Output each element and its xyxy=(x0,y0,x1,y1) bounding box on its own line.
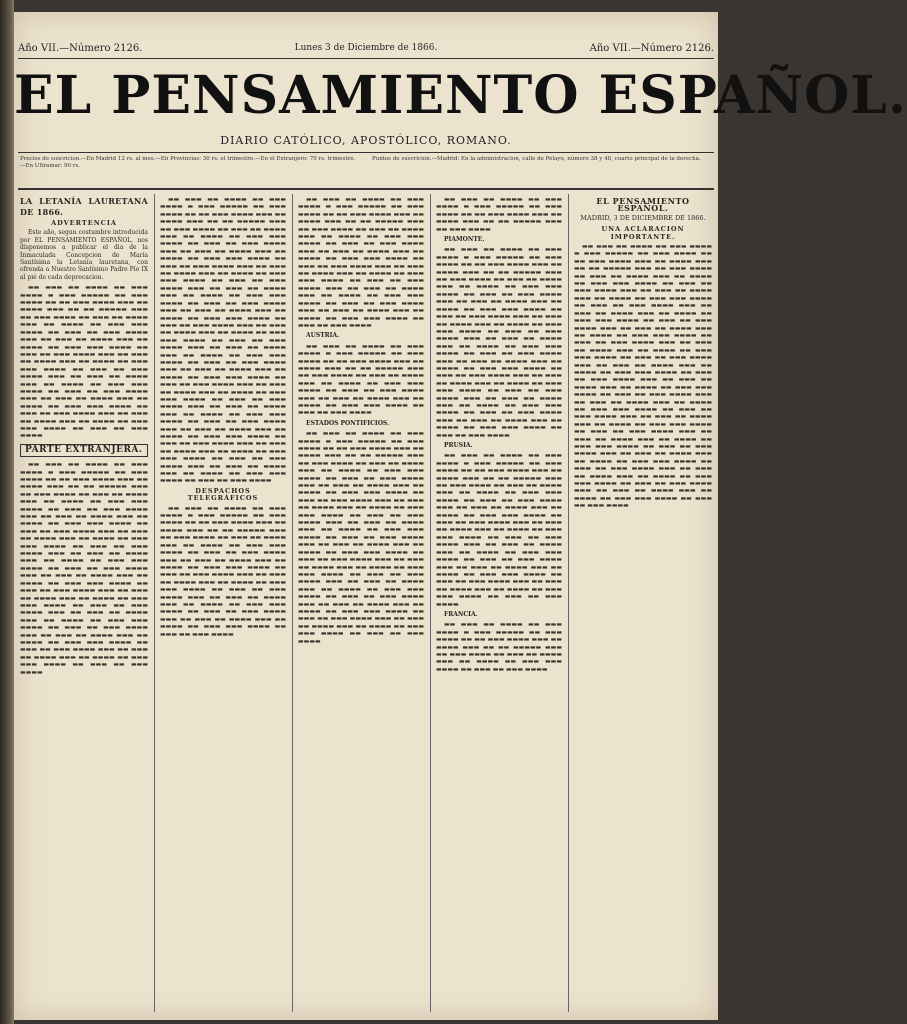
column-divider xyxy=(292,194,293,1012)
filler-text: ▬▬ ▬▬▬ ▬▬ ▬▬▬▬ ▬▬ ▬▬▬ ▬▬▬▬ ▬ ▬▬▬ ▬▬▬▬▬ ▬▬ ▬▬▬ ▬▬▬▬ ▬▬ ▬▬ ▬▬▬ ▬▬▬▬ ▬▬▬ ▬▬ ▬▬▬▬ ▬▬▬ ▬▬ ▬▬ ▬▬▬▬▬ ▬▬▬ ▬▬ ▬▬▬ ▬▬▬▬ ▬▬ ▬▬▬ ▬▬ ▬▬▬▬ ▬▬▬ ▬▬ ▬▬▬▬ ▬▬ ▬▬▬ ▬▬▬ ▬▬▬▬ ▬▬ ▬▬▬ ▬▬ ▬▬▬ ▬▬▬▬ ▬▬▬ ▬▬ ▬▬▬ ▬▬ ▬▬▬▬ ▬▬▬ ▬▬ ▬▬▬▬ ▬▬ ▬▬▬ ▬▬▬ ▬▬▬▬ ▬▬ ▬▬▬ ▬▬ ▬▬▬ ▬▬▬▬ ▬▬▬ ▬▬ ▬▬▬ ▬▬ ▬▬▬▬ ▬▬▬ ▬▬ ▬▬▬▬ ▬▬ ▬▬▬ ▬▬▬ ▬▬▬▬ ▬▬ ▬▬▬ ▬▬ ▬▬▬ ▬▬▬▬ ▬▬▬ ▬▬ ▬▬▬ ▬▬ ▬▬▬▬ ▬▬▬ ▬▬ ▬▬▬▬ ▬▬ ▬▬▬ ▬▬▬ ▬▬▬▬ ▬▬ ▬▬▬ ▬▬ ▬▬▬ ▬▬▬▬ ▬▬▬ ▬▬ ▬▬▬ ▬▬ ▬▬▬▬ ▬▬▬ ▬▬ ▬▬▬▬ ▬▬ ▬▬▬ ▬▬▬ ▬▬▬▬ ▬▬ ▬▬▬ ▬▬ ▬▬▬ ▬▬▬▬ ▬▬▬ ▬▬ ▬▬▬ ▬▬ ▬▬▬▬ ▬▬▬ ▬▬ ▬▬▬▬ ▬▬ ▬▬▬ ▬▬▬ ▬▬▬▬ ▬▬ ▬▬▬ ▬▬ ▬▬▬ ▬▬▬▬ ▬▬▬ ▬▬ ▬▬▬ ▬▬ ▬▬▬▬ ▬▬▬ ▬▬ ▬▬▬▬ ▬▬ ▬▬▬ ▬▬▬ ▬▬▬▬ ▬▬ ▬▬▬ ▬▬ ▬▬▬ ▬▬▬▬ ▬▬▬ ▬▬ ▬▬▬ ▬▬ ▬▬▬▬ ▬▬▬ ▬▬ ▬▬▬▬ ▬▬ ▬▬▬ ▬▬▬ ▬▬▬▬ ▬▬ ▬▬▬ ▬▬ ▬▬▬ ▬▬▬▬ ▬▬▬ ▬▬ ▬▬▬ ▬▬ ▬▬▬▬ ▬▬▬ ▬▬ ▬▬▬▬ ▬▬ ▬▬▬ ▬▬▬ ▬▬▬▬ ▬▬ ▬▬▬ ▬▬ ▬▬▬ ▬▬▬▬ ▬▬▬ ▬▬ ▬▬▬ ▬▬ ▬▬▬▬ ▬▬▬ ▬▬ ▬▬▬▬ ▬▬ ▬▬▬ ▬▬▬ ▬▬▬▬ ▬▬ ▬▬▬ ▬▬ ▬▬▬ ▬▬▬▬ ▬▬▬ ▬▬ ▬▬▬ ▬▬ ▬▬▬▬ ▬▬▬ ▬▬ ▬▬▬▬ ▬▬ ▬▬▬ ▬▬▬ ▬▬▬▬ ▬▬ ▬▬▬ ▬▬ ▬▬▬ ▬▬▬▬ ▬▬▬ ▬▬ ▬▬▬ ▬▬ ▬▬▬▬ ▬▬▬ ▬▬ ▬▬▬▬ ▬▬ ▬▬▬ ▬▬▬ ▬▬▬▬ ▬▬ ▬▬▬ ▬▬ ▬▬▬ ▬▬▬▬ ▬▬▬ ▬▬ ▬▬▬ ▬▬ ▬▬▬▬ ▬▬▬ ▬▬ ▬▬▬▬ ▬▬ ▬▬▬ ▬▬▬ ▬▬▬▬ ▬▬ ▬▬▬ ▬▬ ▬▬▬ ▬▬▬▬ xyxy=(574,243,712,510)
column-divider xyxy=(154,194,155,1012)
editorial-subhead: UNA ACLARACION IMPORTANTE. xyxy=(601,225,685,241)
editorial-heading: EL PENSAMIENTO ESPAÑOL. xyxy=(596,196,690,214)
section-francia: FRANCIA. xyxy=(444,610,478,618)
column-divider xyxy=(430,194,431,1012)
newspaper-title: EL PENSAMIENTO ESPAÑOL. xyxy=(14,65,907,126)
section-piamonte: PIAMONTE. xyxy=(444,236,485,244)
filler-text: ▬▬ ▬▬▬ ▬▬ ▬▬▬▬ ▬▬ ▬▬▬ ▬▬▬▬ ▬ ▬▬▬ ▬▬▬▬▬ ▬▬ ▬▬▬ ▬▬▬▬ ▬▬ ▬▬ ▬▬▬ ▬▬▬▬ ▬▬▬ ▬▬ ▬▬▬▬ ▬▬▬ ▬▬ ▬▬ ▬▬▬▬▬ ▬▬▬ ▬▬ ▬▬▬ ▬▬▬▬ ▬▬ ▬▬▬ ▬▬ ▬▬▬▬ ▬▬▬ ▬▬ ▬▬▬▬ ▬▬ ▬▬▬ ▬▬▬ ▬▬▬▬ ▬▬ ▬▬▬ ▬▬ ▬▬▬ ▬▬▬▬ ▬▬▬ ▬▬ ▬▬▬ ▬▬ ▬▬▬▬ ▬▬▬ ▬▬ ▬▬▬▬ ▬▬ ▬▬▬ ▬▬▬ ▬▬▬▬ ▬▬ ▬▬▬ ▬▬ ▬▬▬ ▬▬▬▬ ▬▬▬ ▬▬ ▬▬▬ ▬▬ ▬▬▬▬ ▬▬▬ ▬▬ ▬▬▬▬ ▬▬ ▬▬▬ ▬▬▬ ▬▬▬▬ ▬▬ ▬▬▬ ▬▬ ▬▬▬ ▬▬▬▬ ▬▬▬ ▬▬ ▬▬▬ ▬▬ ▬▬▬▬ ▬▬▬ ▬▬ ▬▬▬▬ ▬▬ ▬▬▬ ▬▬▬ ▬▬▬▬ ▬▬ ▬▬▬ ▬▬ ▬▬▬ ▬▬▬▬ ▬▬▬ ▬▬ ▬▬▬ ▬▬ ▬▬▬▬ ▬▬▬ ▬▬ ▬▬▬▬ ▬▬ ▬▬▬ ▬▬▬ ▬▬▬▬ ▬▬ ▬▬▬ ▬▬ ▬▬▬ ▬▬▬▬ xyxy=(298,196,424,329)
filler-text: ▬▬ ▬▬▬ ▬▬ ▬▬▬▬ ▬▬ ▬▬▬ ▬▬▬▬ ▬ ▬▬▬ ▬▬▬▬▬ ▬▬ ▬▬▬ ▬▬▬▬ ▬▬ ▬▬ ▬▬▬ ▬▬▬▬ ▬▬▬ ▬▬ ▬▬▬▬ ▬▬▬ ▬▬ ▬▬ ▬▬▬▬▬ ▬▬▬ ▬▬ ▬▬▬ ▬▬▬▬ ▬▬ ▬▬▬ ▬▬ ▬▬▬▬ ▬▬▬ ▬▬ ▬▬▬▬ ▬▬ ▬▬▬ ▬▬▬ ▬▬▬▬ ▬▬ ▬▬▬ ▬▬ ▬▬▬ ▬▬▬▬ ▬▬▬ ▬▬ ▬▬▬ ▬▬ ▬▬▬▬ ▬▬▬ ▬▬ ▬▬▬▬ ▬▬ ▬▬▬ ▬▬▬ ▬▬▬▬ ▬▬ ▬▬▬ ▬▬ ▬▬▬ ▬▬▬▬ ▬▬▬ ▬▬ ▬▬▬ ▬▬ ▬▬▬▬ ▬▬▬ ▬▬ ▬▬▬▬ ▬▬ ▬▬▬ ▬▬▬ ▬▬▬▬ ▬▬ ▬▬▬ ▬▬ ▬▬▬ ▬▬▬▬ ▬▬▬ ▬▬ ▬▬▬ ▬▬ ▬▬▬▬ ▬▬▬ ▬▬ ▬▬▬▬ ▬▬ ▬▬▬ ▬▬▬ ▬▬▬▬ ▬▬ ▬▬▬ ▬▬ ▬▬▬ ▬▬▬▬ ▬▬▬ ▬▬ ▬▬▬ ▬▬ ▬▬▬▬ ▬▬▬ ▬▬ ▬▬▬▬ ▬▬ ▬▬▬ ▬▬▬ ▬▬▬▬ ▬▬ ▬▬▬ ▬▬ ▬▬▬ ▬▬▬▬ xyxy=(160,504,286,638)
column-4 xyxy=(436,196,562,1012)
filler-text: ▬▬ ▬▬▬ ▬▬ ▬▬▬▬ ▬▬ ▬▬▬ ▬▬▬▬ ▬ ▬▬▬ ▬▬▬▬▬ ▬▬ ▬▬▬ ▬▬▬▬ ▬▬ ▬▬ ▬▬▬ ▬▬▬▬ ▬▬▬ ▬▬ ▬▬▬▬ ▬▬▬ ▬▬ ▬▬ ▬▬▬▬▬ ▬▬▬ ▬▬ ▬▬▬ ▬▬▬▬ ▬▬ ▬▬▬ ▬▬ ▬▬▬▬ ▬▬▬ ▬▬ ▬▬▬▬ ▬▬ ▬▬▬ ▬▬▬ ▬▬▬▬ ▬▬ ▬▬▬ ▬▬ ▬▬▬ ▬▬▬▬ ▬▬▬ ▬▬ ▬▬▬ ▬▬ ▬▬▬▬ ▬▬▬ ▬▬ ▬▬▬▬ ▬▬ ▬▬▬ ▬▬▬ ▬▬▬▬ ▬▬ ▬▬▬ ▬▬ ▬▬▬ ▬▬▬▬ xyxy=(298,342,424,417)
advertencia-label: ADVERTENCIA xyxy=(51,219,117,227)
newspaper-page xyxy=(14,12,907,1020)
masthead-top-line xyxy=(18,40,714,56)
book-spine xyxy=(0,0,14,1024)
editorial-date: MADRID, 3 DE DICIEMBRE DE 1866. xyxy=(580,213,706,222)
section-estados-pontificios: ESTADOS PONTIFICIOS. xyxy=(306,419,390,427)
column-3 xyxy=(298,196,424,1012)
filler-text: ▬▬ ▬▬▬ ▬▬ ▬▬▬▬ ▬▬ ▬▬▬ ▬▬▬▬ ▬ ▬▬▬ ▬▬▬▬▬ ▬▬ ▬▬▬ ▬▬▬▬ ▬▬ ▬▬ ▬▬▬ ▬▬▬▬ ▬▬▬ ▬▬ ▬▬▬▬ ▬▬▬ ▬▬ ▬▬ ▬▬▬▬▬ ▬▬▬ ▬▬ ▬▬▬ ▬▬▬▬ xyxy=(436,196,562,233)
filler-text: ▬▬ ▬▬▬ ▬▬ ▬▬▬▬ ▬▬ ▬▬▬ ▬▬▬▬ ▬ ▬▬▬ ▬▬▬▬▬ ▬▬ ▬▬▬ ▬▬▬▬ ▬▬ ▬▬ ▬▬▬ ▬▬▬▬ ▬▬▬ ▬▬ ▬▬▬▬ ▬▬▬ ▬▬ ▬▬ ▬▬▬▬▬ ▬▬▬ ▬▬ ▬▬▬ ▬▬▬▬ ▬▬ ▬▬▬ ▬▬ ▬▬▬▬ ▬▬▬ ▬▬ ▬▬▬▬ ▬▬ ▬▬▬ ▬▬▬ ▬▬▬▬ ▬▬ ▬▬▬ ▬▬ ▬▬▬ ▬▬▬▬ ▬▬▬ ▬▬ ▬▬▬ ▬▬ ▬▬▬▬ ▬▬▬ ▬▬ ▬▬▬▬ ▬▬ ▬▬▬ ▬▬▬ ▬▬▬▬ ▬▬ ▬▬▬ ▬▬ ▬▬▬ ▬▬▬▬ ▬▬▬ ▬▬ ▬▬▬ ▬▬ ▬▬▬▬ ▬▬▬ ▬▬ ▬▬▬▬ ▬▬ ▬▬▬ ▬▬▬ ▬▬▬▬ ▬▬ ▬▬▬ ▬▬ ▬▬▬ ▬▬▬▬ ▬▬▬ ▬▬ ▬▬▬ ▬▬ ▬▬▬▬ ▬▬▬ ▬▬ ▬▬▬▬ ▬▬ ▬▬▬ ▬▬▬ ▬▬▬▬ ▬▬ ▬▬▬ ▬▬ ▬▬▬ ▬▬▬▬ ▬▬▬ ▬▬ ▬▬▬ ▬▬ ▬▬▬▬ ▬▬▬ ▬▬ ▬▬▬▬ ▬▬ ▬▬▬ ▬▬▬ ▬▬▬▬ ▬▬ ▬▬▬ ▬▬ ▬▬▬ ▬▬▬▬ ▬▬▬ ▬▬ ▬▬▬ ▬▬ ▬▬▬▬ ▬▬▬ ▬▬ ▬▬▬▬ ▬▬ ▬▬▬ ▬▬▬ ▬▬▬▬ ▬▬ ▬▬▬ ▬▬ ▬▬▬ ▬▬▬▬ ▬▬▬ ▬▬ ▬▬▬ ▬▬ ▬▬▬▬ ▬▬▬ ▬▬ ▬▬▬▬ ▬▬ ▬▬▬ ▬▬▬ ▬▬▬▬ ▬▬ ▬▬▬ ▬▬ ▬▬▬ ▬▬▬▬ ▬▬▬ ▬▬ ▬▬▬ ▬▬ ▬▬▬▬ ▬▬▬ ▬▬ ▬▬▬▬ ▬▬ ▬▬▬ ▬▬▬ ▬▬▬▬ ▬▬ ▬▬▬ ▬▬ ▬▬▬ ▬▬▬▬ ▬▬▬ ▬▬ ▬▬▬ ▬▬ ▬▬▬▬ ▬▬▬ ▬▬ ▬▬▬▬ ▬▬ ▬▬▬ ▬▬▬ ▬▬▬▬ ▬▬ ▬▬▬ ▬▬ ▬▬▬ ▬▬▬▬ ▬▬▬ ▬▬ ▬▬▬ ▬▬ ▬▬▬▬ ▬▬▬ ▬▬ ▬▬▬▬ ▬▬ ▬▬▬ ▬▬▬ ▬▬▬▬ ▬▬ ▬▬▬ ▬▬ ▬▬▬ ▬▬▬▬ ▬▬▬ ▬▬ ▬▬▬ ▬▬ ▬▬▬▬ ▬▬▬ ▬▬ ▬▬▬▬ ▬▬ ▬▬▬ ▬▬▬ ▬▬▬▬ ▬▬ ▬▬▬ ▬▬ ▬▬▬ ▬▬▬▬ ▬▬▬ ▬▬ ▬▬▬ ▬▬ ▬▬▬▬ ▬▬▬ ▬▬ ▬▬▬▬ ▬▬ ▬▬▬ ▬▬▬ ▬▬▬▬ ▬▬ ▬▬▬ ▬▬ ▬▬▬ ▬▬▬▬ ▬▬▬ ▬▬ ▬▬▬ ▬▬ ▬▬▬▬ ▬▬▬ ▬▬ ▬▬▬▬ ▬▬ ▬▬▬ ▬▬▬ ▬▬▬▬ ▬▬ ▬▬▬ ▬▬ ▬▬▬ ▬▬▬▬ xyxy=(160,196,286,485)
filler-text: ▬▬ ▬▬▬ ▬▬ ▬▬▬▬ ▬▬ ▬▬▬ ▬▬▬▬ ▬ ▬▬▬ ▬▬▬▬▬ ▬▬ ▬▬▬ ▬▬▬▬ ▬▬ ▬▬ ▬▬▬ ▬▬▬▬ ▬▬▬ ▬▬ ▬▬▬▬ ▬▬▬ ▬▬ ▬▬ ▬▬▬▬▬ ▬▬▬ ▬▬ ▬▬▬ ▬▬▬▬ ▬▬ ▬▬▬ ▬▬ ▬▬▬▬ ▬▬▬ ▬▬ ▬▬▬▬ ▬▬ ▬▬▬ ▬▬▬ ▬▬▬▬ ▬▬ ▬▬▬ ▬▬ ▬▬▬ ▬▬▬▬ ▬▬▬ ▬▬ ▬▬▬ ▬▬ ▬▬▬▬ ▬▬▬ ▬▬ ▬▬▬▬ ▬▬ ▬▬▬ ▬▬▬ ▬▬▬▬ ▬▬ ▬▬▬ ▬▬ ▬▬▬ ▬▬▬▬ ▬▬▬ ▬▬ ▬▬▬ ▬▬ ▬▬▬▬ ▬▬▬ ▬▬ ▬▬▬▬ ▬▬ ▬▬▬ ▬▬▬ ▬▬▬▬ ▬▬ ▬▬▬ ▬▬ ▬▬▬ ▬▬▬▬ ▬▬▬ ▬▬ ▬▬▬ ▬▬ ▬▬▬▬ ▬▬▬ ▬▬ ▬▬▬▬ ▬▬ ▬▬▬ ▬▬▬ ▬▬▬▬ ▬▬ ▬▬▬ ▬▬ ▬▬▬ ▬▬▬▬ ▬▬▬ ▬▬ ▬▬▬ ▬▬ ▬▬▬▬ ▬▬▬ ▬▬ ▬▬▬▬ ▬▬ ▬▬▬ ▬▬▬ ▬▬▬▬ ▬▬ ▬▬▬ ▬▬ ▬▬▬ ▬▬▬▬ ▬▬▬ ▬▬ ▬▬▬ ▬▬ ▬▬▬▬ ▬▬▬ ▬▬ ▬▬▬▬ ▬▬ ▬▬▬ ▬▬▬ ▬▬▬▬ ▬▬ ▬▬▬ ▬▬ ▬▬▬ ▬▬▬▬ ▬▬▬ ▬▬ ▬▬▬ ▬▬ ▬▬▬▬ ▬▬▬ ▬▬ ▬▬▬▬ ▬▬ ▬▬▬ ▬▬▬ ▬▬▬▬ ▬▬ ▬▬▬ ▬▬ ▬▬▬ ▬▬▬▬ ▬▬▬ ▬▬ ▬▬▬ ▬▬ ▬▬▬▬ ▬▬▬ ▬▬ ▬▬▬▬ ▬▬ ▬▬▬ ▬▬▬ ▬▬▬▬ ▬▬ ▬▬▬ ▬▬ ▬▬▬ ▬▬▬▬ xyxy=(436,246,562,439)
subscription-prices: Precios de suscricion.—En Madrid 12 rs. al mes.—En Provincias: 30 rs. el trimestre.—En el Extranjero: 70 rs. trimestre.—En Ultramar: 90 rs. xyxy=(20,156,356,169)
column-2 xyxy=(160,196,286,1012)
filler-text: ▬▬ ▬▬▬ ▬▬ ▬▬▬▬ ▬▬ ▬▬▬ ▬▬▬▬ ▬ ▬▬▬ ▬▬▬▬▬ ▬▬ ▬▬▬ ▬▬▬▬ ▬▬ ▬▬ ▬▬▬ ▬▬▬▬ ▬▬▬ ▬▬ ▬▬▬▬ ▬▬▬ ▬▬ ▬▬ ▬▬▬▬▬ ▬▬▬ ▬▬ ▬▬▬ ▬▬▬▬ ▬▬ ▬▬▬ ▬▬ ▬▬▬▬ ▬▬▬ ▬▬ ▬▬▬▬ ▬▬ ▬▬▬ ▬▬▬ ▬▬▬▬ ▬▬ ▬▬▬ ▬▬ ▬▬▬ ▬▬▬▬ ▬▬▬ ▬▬ ▬▬▬ ▬▬ ▬▬▬▬ ▬▬▬ ▬▬ ▬▬▬▬ ▬▬ ▬▬▬ ▬▬▬ ▬▬▬▬ ▬▬ ▬▬▬ ▬▬ ▬▬▬ ▬▬▬▬ ▬▬▬ ▬▬ ▬▬▬ ▬▬ ▬▬▬▬ ▬▬▬ ▬▬ ▬▬▬▬ ▬▬ ▬▬▬ ▬▬▬ ▬▬▬▬ ▬▬ ▬▬▬ ▬▬ ▬▬▬ ▬▬▬▬ ▬▬▬ ▬▬ ▬▬▬ ▬▬ ▬▬▬▬ ▬▬▬ ▬▬ ▬▬▬▬ ▬▬ ▬▬▬ ▬▬▬ ▬▬▬▬ ▬▬ ▬▬▬ ▬▬ ▬▬▬ ▬▬▬▬ ▬▬▬ ▬▬ ▬▬▬ ▬▬ ▬▬▬▬ ▬▬▬ ▬▬ ▬▬▬▬ ▬▬ ▬▬▬ ▬▬▬ ▬▬▬▬ ▬▬ ▬▬▬ ▬▬ ▬▬▬ ▬▬▬▬ ▬▬▬ ▬▬ ▬▬▬ ▬▬ ▬▬▬▬ ▬▬▬ ▬▬ ▬▬▬▬ ▬▬ ▬▬▬ ▬▬▬ ▬▬▬▬ ▬▬ ▬▬▬ ▬▬ ▬▬▬ ▬▬▬▬ ▬▬▬ ▬▬ ▬▬▬ ▬▬ ▬▬▬▬ ▬▬▬ ▬▬ ▬▬▬▬ ▬▬ ▬▬▬ ▬▬▬ ▬▬▬▬ ▬▬ ▬▬▬ ▬▬ ▬▬▬ ▬▬▬▬ ▬▬▬ ▬▬ ▬▬▬ ▬▬ ▬▬▬▬ ▬▬▬ ▬▬ ▬▬▬▬ ▬▬ ▬▬▬ ▬▬▬ ▬▬▬▬ ▬▬ ▬▬▬ ▬▬ ▬▬▬ ▬▬▬▬ ▬▬▬ ▬▬ ▬▬▬ ▬▬ ▬▬▬▬ ▬▬▬ ▬▬ ▬▬▬▬ ▬▬ ▬▬▬ ▬▬▬ ▬▬▬▬ ▬▬ ▬▬▬ ▬▬ ▬▬▬ ▬▬▬▬ xyxy=(20,461,148,676)
filler-text: ▬▬ ▬▬▬ ▬▬ ▬▬▬▬ ▬▬ ▬▬▬ ▬▬▬▬ ▬ ▬▬▬ ▬▬▬▬▬ ▬▬ ▬▬▬ ▬▬▬▬ ▬▬ ▬▬ ▬▬▬ ▬▬▬▬ ▬▬▬ ▬▬ ▬▬▬▬ ▬▬▬ ▬▬ ▬▬ ▬▬▬▬▬ ▬▬▬ ▬▬ ▬▬▬ ▬▬▬▬ ▬▬ ▬▬▬ ▬▬ ▬▬▬▬ ▬▬▬ ▬▬ ▬▬▬▬ ▬▬ ▬▬▬ ▬▬▬ ▬▬▬▬ ▬▬ ▬▬▬ ▬▬ ▬▬▬ ▬▬▬▬ xyxy=(436,621,562,673)
header-rule xyxy=(18,188,714,190)
filler-text: ▬▬ ▬▬▬ ▬▬ ▬▬▬▬ ▬▬ ▬▬▬ ▬▬▬▬ ▬ ▬▬▬ ▬▬▬▬▬ ▬▬ ▬▬▬ ▬▬▬▬ ▬▬ ▬▬ ▬▬▬ ▬▬▬▬ ▬▬▬ ▬▬ ▬▬▬▬ ▬▬▬ ▬▬ ▬▬ ▬▬▬▬▬ ▬▬▬ ▬▬ ▬▬▬ ▬▬▬▬ ▬▬ ▬▬▬ ▬▬ ▬▬▬▬ ▬▬▬ ▬▬ ▬▬▬▬ ▬▬ ▬▬▬ ▬▬▬ ▬▬▬▬ ▬▬ ▬▬▬ ▬▬ ▬▬▬ ▬▬▬▬ ▬▬▬ ▬▬ ▬▬▬ ▬▬ ▬▬▬▬ ▬▬▬ ▬▬ ▬▬▬▬ ▬▬ ▬▬▬ ▬▬▬ ▬▬▬▬ ▬▬ ▬▬▬ ▬▬ ▬▬▬ ▬▬▬▬ ▬▬▬ ▬▬ ▬▬▬ ▬▬ ▬▬▬▬ ▬▬▬ ▬▬ ▬▬▬▬ ▬▬ ▬▬▬ ▬▬▬ ▬▬▬▬ ▬▬ ▬▬▬ ▬▬ ▬▬▬ ▬▬▬▬ ▬▬▬ ▬▬ ▬▬▬ ▬▬ ▬▬▬▬ ▬▬▬ ▬▬ ▬▬▬▬ ▬▬ ▬▬▬ ▬▬▬ ▬▬▬▬ ▬▬ ▬▬▬ ▬▬ ▬▬▬ ▬▬▬▬ ▬▬▬ ▬▬ ▬▬▬ ▬▬ ▬▬▬▬ ▬▬▬ ▬▬ ▬▬▬▬ ▬▬ ▬▬▬ ▬▬▬ ▬▬▬▬ ▬▬ ▬▬▬ ▬▬ ▬▬▬ ▬▬▬▬ ▬▬▬ ▬▬ ▬▬▬ ▬▬ ▬▬▬▬ ▬▬▬ ▬▬ ▬▬▬▬ ▬▬ ▬▬▬ ▬▬▬ ▬▬▬▬ ▬▬ ▬▬▬ ▬▬ ▬▬▬ ▬▬▬▬ xyxy=(436,452,562,608)
masthead-rule-bottom xyxy=(18,152,714,153)
article-heading-letania: LA LETANÍA LAURETANA DE 1866. xyxy=(20,196,148,217)
subscription-points: Puntos de suscricion.—Madrid: En la administracion, calle de Pelayo, número 38 y 40, cuarto principal de la derecha. xyxy=(372,156,701,162)
issue-date: Lunes 3 de Diciembre de 1866. xyxy=(294,43,438,53)
issue-number-left: Año VII.—Número 2126. xyxy=(18,42,143,54)
telegraph-dispatches-heading: DESPACHOS TELEGRÁFICOS xyxy=(187,486,259,503)
article-intro: Este año, segun costumbre introducida por EL PENSAMIENTO ESPAÑOL, nos disponemos a publicar el dia de la Inmaculada Concepcion de María Santísima la Letanía lauretana, con ofrenda a Nuestro Santísimo Padre Pío IX al pié de cada deprecacion. xyxy=(20,229,148,281)
column-1 xyxy=(20,196,148,1012)
section-austria: AUSTRIA. xyxy=(306,332,340,340)
filler-text: ▬▬ ▬▬▬ ▬▬ ▬▬▬▬ ▬▬ ▬▬▬ ▬▬▬▬ ▬ ▬▬▬ ▬▬▬▬▬ ▬▬ ▬▬▬ ▬▬▬▬ ▬▬ ▬▬ ▬▬▬ ▬▬▬▬ ▬▬▬ ▬▬ ▬▬▬▬ ▬▬▬ ▬▬ ▬▬ ▬▬▬▬▬ ▬▬▬ ▬▬ ▬▬▬ ▬▬▬▬ ▬▬ ▬▬▬ ▬▬ ▬▬▬▬ ▬▬▬ ▬▬ ▬▬▬▬ ▬▬ ▬▬▬ ▬▬▬ ▬▬▬▬ ▬▬ ▬▬▬ ▬▬ ▬▬▬ ▬▬▬▬ ▬▬▬ ▬▬ ▬▬▬ ▬▬ ▬▬▬▬ ▬▬▬ ▬▬ ▬▬▬▬ ▬▬ ▬▬▬ ▬▬▬ ▬▬▬▬ ▬▬ ▬▬▬ ▬▬ ▬▬▬ ▬▬▬▬ ▬▬▬ ▬▬ ▬▬▬ ▬▬ ▬▬▬▬ ▬▬▬ ▬▬ ▬▬▬▬ ▬▬ ▬▬▬ ▬▬▬ ▬▬▬▬ ▬▬ ▬▬▬ ▬▬ ▬▬▬ ▬▬▬▬ ▬▬▬ ▬▬ ▬▬▬ ▬▬ ▬▬▬▬ ▬▬▬ ▬▬ ▬▬▬▬ ▬▬ ▬▬▬ ▬▬▬ ▬▬▬▬ ▬▬ ▬▬▬ ▬▬ ▬▬▬ ▬▬▬▬ ▬▬▬ ▬▬ ▬▬▬ ▬▬ ▬▬▬▬ ▬▬▬ ▬▬ ▬▬▬▬ ▬▬ ▬▬▬ ▬▬▬ ▬▬▬▬ ▬▬ ▬▬▬ ▬▬ ▬▬▬ ▬▬▬▬ ▬▬▬ ▬▬ ▬▬▬ ▬▬ ▬▬▬▬ ▬▬▬ ▬▬ ▬▬▬▬ ▬▬ ▬▬▬ ▬▬▬ ▬▬▬▬ ▬▬ ▬▬▬ ▬▬ ▬▬▬ ▬▬▬▬ xyxy=(20,284,148,440)
newspaper-subtitle: DIARIO CATÓLICO, APOSTÓLICO, ROMANO. xyxy=(220,134,512,147)
masthead-rule-top xyxy=(18,58,714,59)
column-5 xyxy=(574,196,712,1012)
section-prusia: PRUSIA. xyxy=(444,442,473,449)
filler-text: ▬▬ ▬▬▬ ▬▬ ▬▬▬▬ ▬▬ ▬▬▬ ▬▬▬▬ ▬ ▬▬▬ ▬▬▬▬▬ ▬▬ ▬▬▬ ▬▬▬▬ ▬▬ ▬▬ ▬▬▬ ▬▬▬▬ ▬▬▬ ▬▬ ▬▬▬▬ ▬▬▬ ▬▬ ▬▬ ▬▬▬▬▬ ▬▬▬ ▬▬ ▬▬▬ ▬▬▬▬ ▬▬ ▬▬▬ ▬▬ ▬▬▬▬ ▬▬▬ ▬▬ ▬▬▬▬ ▬▬ ▬▬▬ ▬▬▬ ▬▬▬▬ ▬▬ ▬▬▬ ▬▬ ▬▬▬ ▬▬▬▬ ▬▬▬ ▬▬ ▬▬▬ ▬▬ ▬▬▬▬ ▬▬▬ ▬▬ ▬▬▬▬ ▬▬ ▬▬▬ ▬▬▬ ▬▬▬▬ ▬▬ ▬▬▬ ▬▬ ▬▬▬ ▬▬▬▬ ▬▬▬ ▬▬ ▬▬▬ ▬▬ ▬▬▬▬ ▬▬▬ ▬▬ ▬▬▬▬ ▬▬ ▬▬▬ ▬▬▬ ▬▬▬▬ ▬▬ ▬▬▬ ▬▬ ▬▬▬ ▬▬▬▬ ▬▬▬ ▬▬ ▬▬▬ ▬▬ ▬▬▬▬ ▬▬▬ ▬▬ ▬▬▬▬ ▬▬ ▬▬▬ ▬▬▬ ▬▬▬▬ ▬▬ ▬▬▬ ▬▬ ▬▬▬ ▬▬▬▬ ▬▬▬ ▬▬ ▬▬▬ ▬▬ ▬▬▬▬ ▬▬▬ ▬▬ ▬▬▬▬ ▬▬ ▬▬▬ ▬▬▬ ▬▬▬▬ ▬▬ ▬▬▬ ▬▬ ▬▬▬ ▬▬▬▬ ▬▬▬ ▬▬ ▬▬▬ ▬▬ ▬▬▬▬ ▬▬▬ ▬▬ ▬▬▬▬ ▬▬ ▬▬▬ ▬▬▬ ▬▬▬▬ ▬▬ ▬▬▬ ▬▬ ▬▬▬ ▬▬▬▬ ▬▬▬ ▬▬ ▬▬▬ ▬▬ ▬▬▬▬ ▬▬▬ ▬▬ ▬▬▬▬ ▬▬ ▬▬▬ ▬▬▬ ▬▬▬▬ ▬▬ ▬▬▬ ▬▬ ▬▬▬ ▬▬▬▬ ▬▬▬ ▬▬ ▬▬▬ ▬▬ ▬▬▬▬ ▬▬▬ ▬▬ ▬▬▬▬ ▬▬ ▬▬▬ ▬▬▬ ▬▬▬▬ ▬▬ ▬▬▬ ▬▬ ▬▬▬ ▬▬▬▬ ▬▬▬ ▬▬ ▬▬▬ ▬▬ ▬▬▬▬ ▬▬▬ ▬▬ ▬▬▬▬ ▬▬ ▬▬▬ ▬▬▬ ▬▬▬▬ ▬▬ ▬▬▬ ▬▬ ▬▬▬ ▬▬▬▬ xyxy=(298,430,424,645)
column-divider xyxy=(568,194,569,1012)
issue-number-right: Año VII.—Número 2126. xyxy=(589,42,714,54)
section-parte-extranjera: PARTE EXTRANJERA. xyxy=(20,444,148,457)
